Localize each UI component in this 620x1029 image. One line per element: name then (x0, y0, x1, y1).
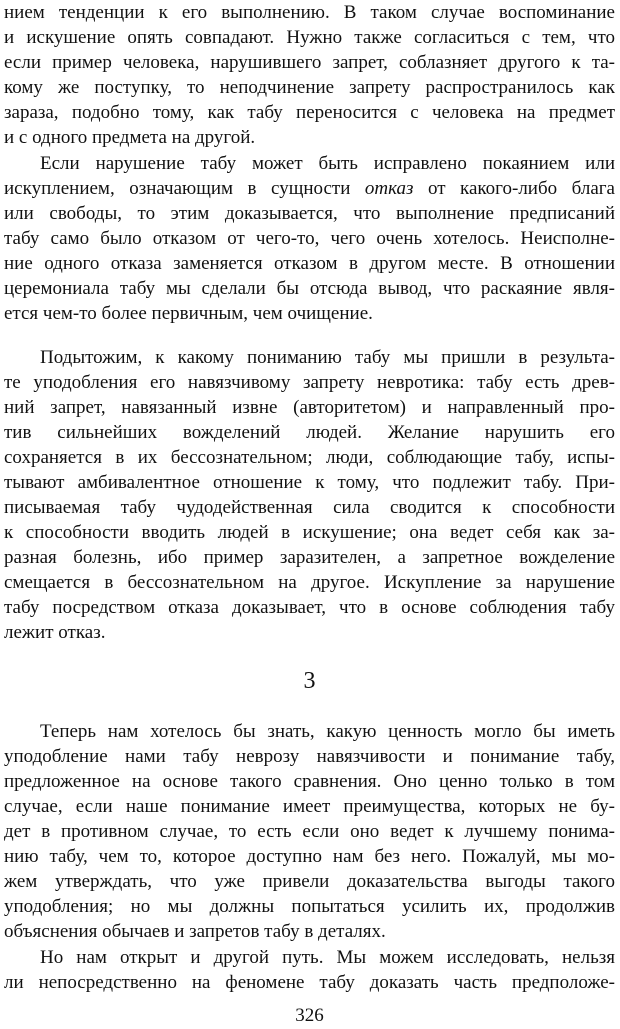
text-line: уподобление нами табу неврозу навязчивости и понимание табу, (4, 746, 615, 767)
text-line: к способности вводить людей в искушение; она ведет себя как за- (4, 522, 615, 543)
text-line: объяснения обычаев и запретов табу в деталях. (4, 921, 386, 942)
book-page (4, 0, 615, 1029)
text-line: тив сильнейших вожделений людей. Желание нарушить его (4, 422, 615, 443)
text-line: разная болезнь, ибо пример заразителен, а запретное вожделение (4, 547, 615, 568)
text-line: Теперь нам хотелось бы знать, какую ценность могло бы иметь (40, 721, 615, 742)
text-line: уподобления; но мы должны попытаться усилить их, продолжив (4, 896, 615, 917)
text-line: церемониала табу мы сделали бы отсюда вывод, что раскаяние явля- (4, 278, 615, 299)
text-span: от какого-либо блага (413, 178, 615, 199)
text-line: тывают амбивалентное отношение к тому, что подлежит табу. При- (4, 472, 615, 493)
text-line: жем утверждать, что уже привели доказательства выгоды такого (4, 871, 615, 892)
text-line: лежит отказ. (4, 622, 106, 643)
emphasized-word: отказ (364, 178, 414, 199)
text-line: табу само было отказом от чего-то, чего очень хотелось. Неисполне- (4, 228, 615, 249)
text-span: искуплением, означающим в сущности (4, 178, 365, 199)
text-line (4, 176, 615, 202)
text-line: и с одного предмета на другой. (4, 127, 256, 148)
text-line: Если нарушение табу может быть исправлено покаянием или (40, 153, 615, 174)
text-line: сохраняется в их бессознательном; люди, соблюдающие табу, испы- (4, 447, 615, 468)
text-line: или свободы, то этим доказывается, что выполнение предписаний (4, 203, 615, 224)
text-line: табу посредством отказа доказывает, что в основе соблюдения табу (4, 597, 615, 618)
text-line: и искушение опять совпадают. Нужно также согласиться с тем, что (4, 27, 615, 48)
text-line: дет в противном случае, то есть если оно ведет к лучшему понима- (4, 821, 615, 842)
text-line: Подытожим, к какому пониманию табу мы пришли в результа- (40, 347, 615, 368)
page-number: 326 (295, 1005, 324, 1026)
text-line: нию табу, чем то, которое доступно нам без него. Пожалуй, мы мо- (4, 846, 615, 867)
text-line: ний запрет, навязанный извне (авторитетом) и направленный про- (4, 397, 615, 418)
text-line: смещается в бессознательном на другое. Искупление за нарушение (4, 572, 615, 593)
text-line: ние одного отказа заменяется отказом в другом месте. В отношении (4, 253, 615, 274)
text-line: случае, если наше понимание имеет преимущества, которых не бу- (4, 796, 615, 817)
text-line: писываемая табу чудодейственная сила сводится к способности (4, 497, 615, 518)
text-line: ется чем-то более первичным, чем очищение. (4, 303, 373, 324)
text-line: предложенное на основе такого сравнения. Оно ценно только в том (4, 771, 615, 792)
text-line: кому же поступку, то неподчинение запрету распространилось как (4, 77, 615, 98)
text-line: зараза, подобно тому, как табу переносится с человека на предмет (4, 102, 615, 123)
text-line: ли непосредственно на феномене табу доказать часть предположе- (4, 972, 615, 993)
text-line: те уподобления его навязчивому запрету невротика: табу есть древ- (4, 372, 615, 393)
section-number: 3 (303, 668, 316, 694)
text-line: нием тенденции к его выполнению. В таком случае воспоминание (4, 2, 615, 23)
text-line: если пример человека, нарушившего запрет, соблазняет другого к та- (4, 52, 615, 73)
text-line: Но нам открыт и другой путь. Мы можем исследовать, нельзя (40, 947, 615, 968)
